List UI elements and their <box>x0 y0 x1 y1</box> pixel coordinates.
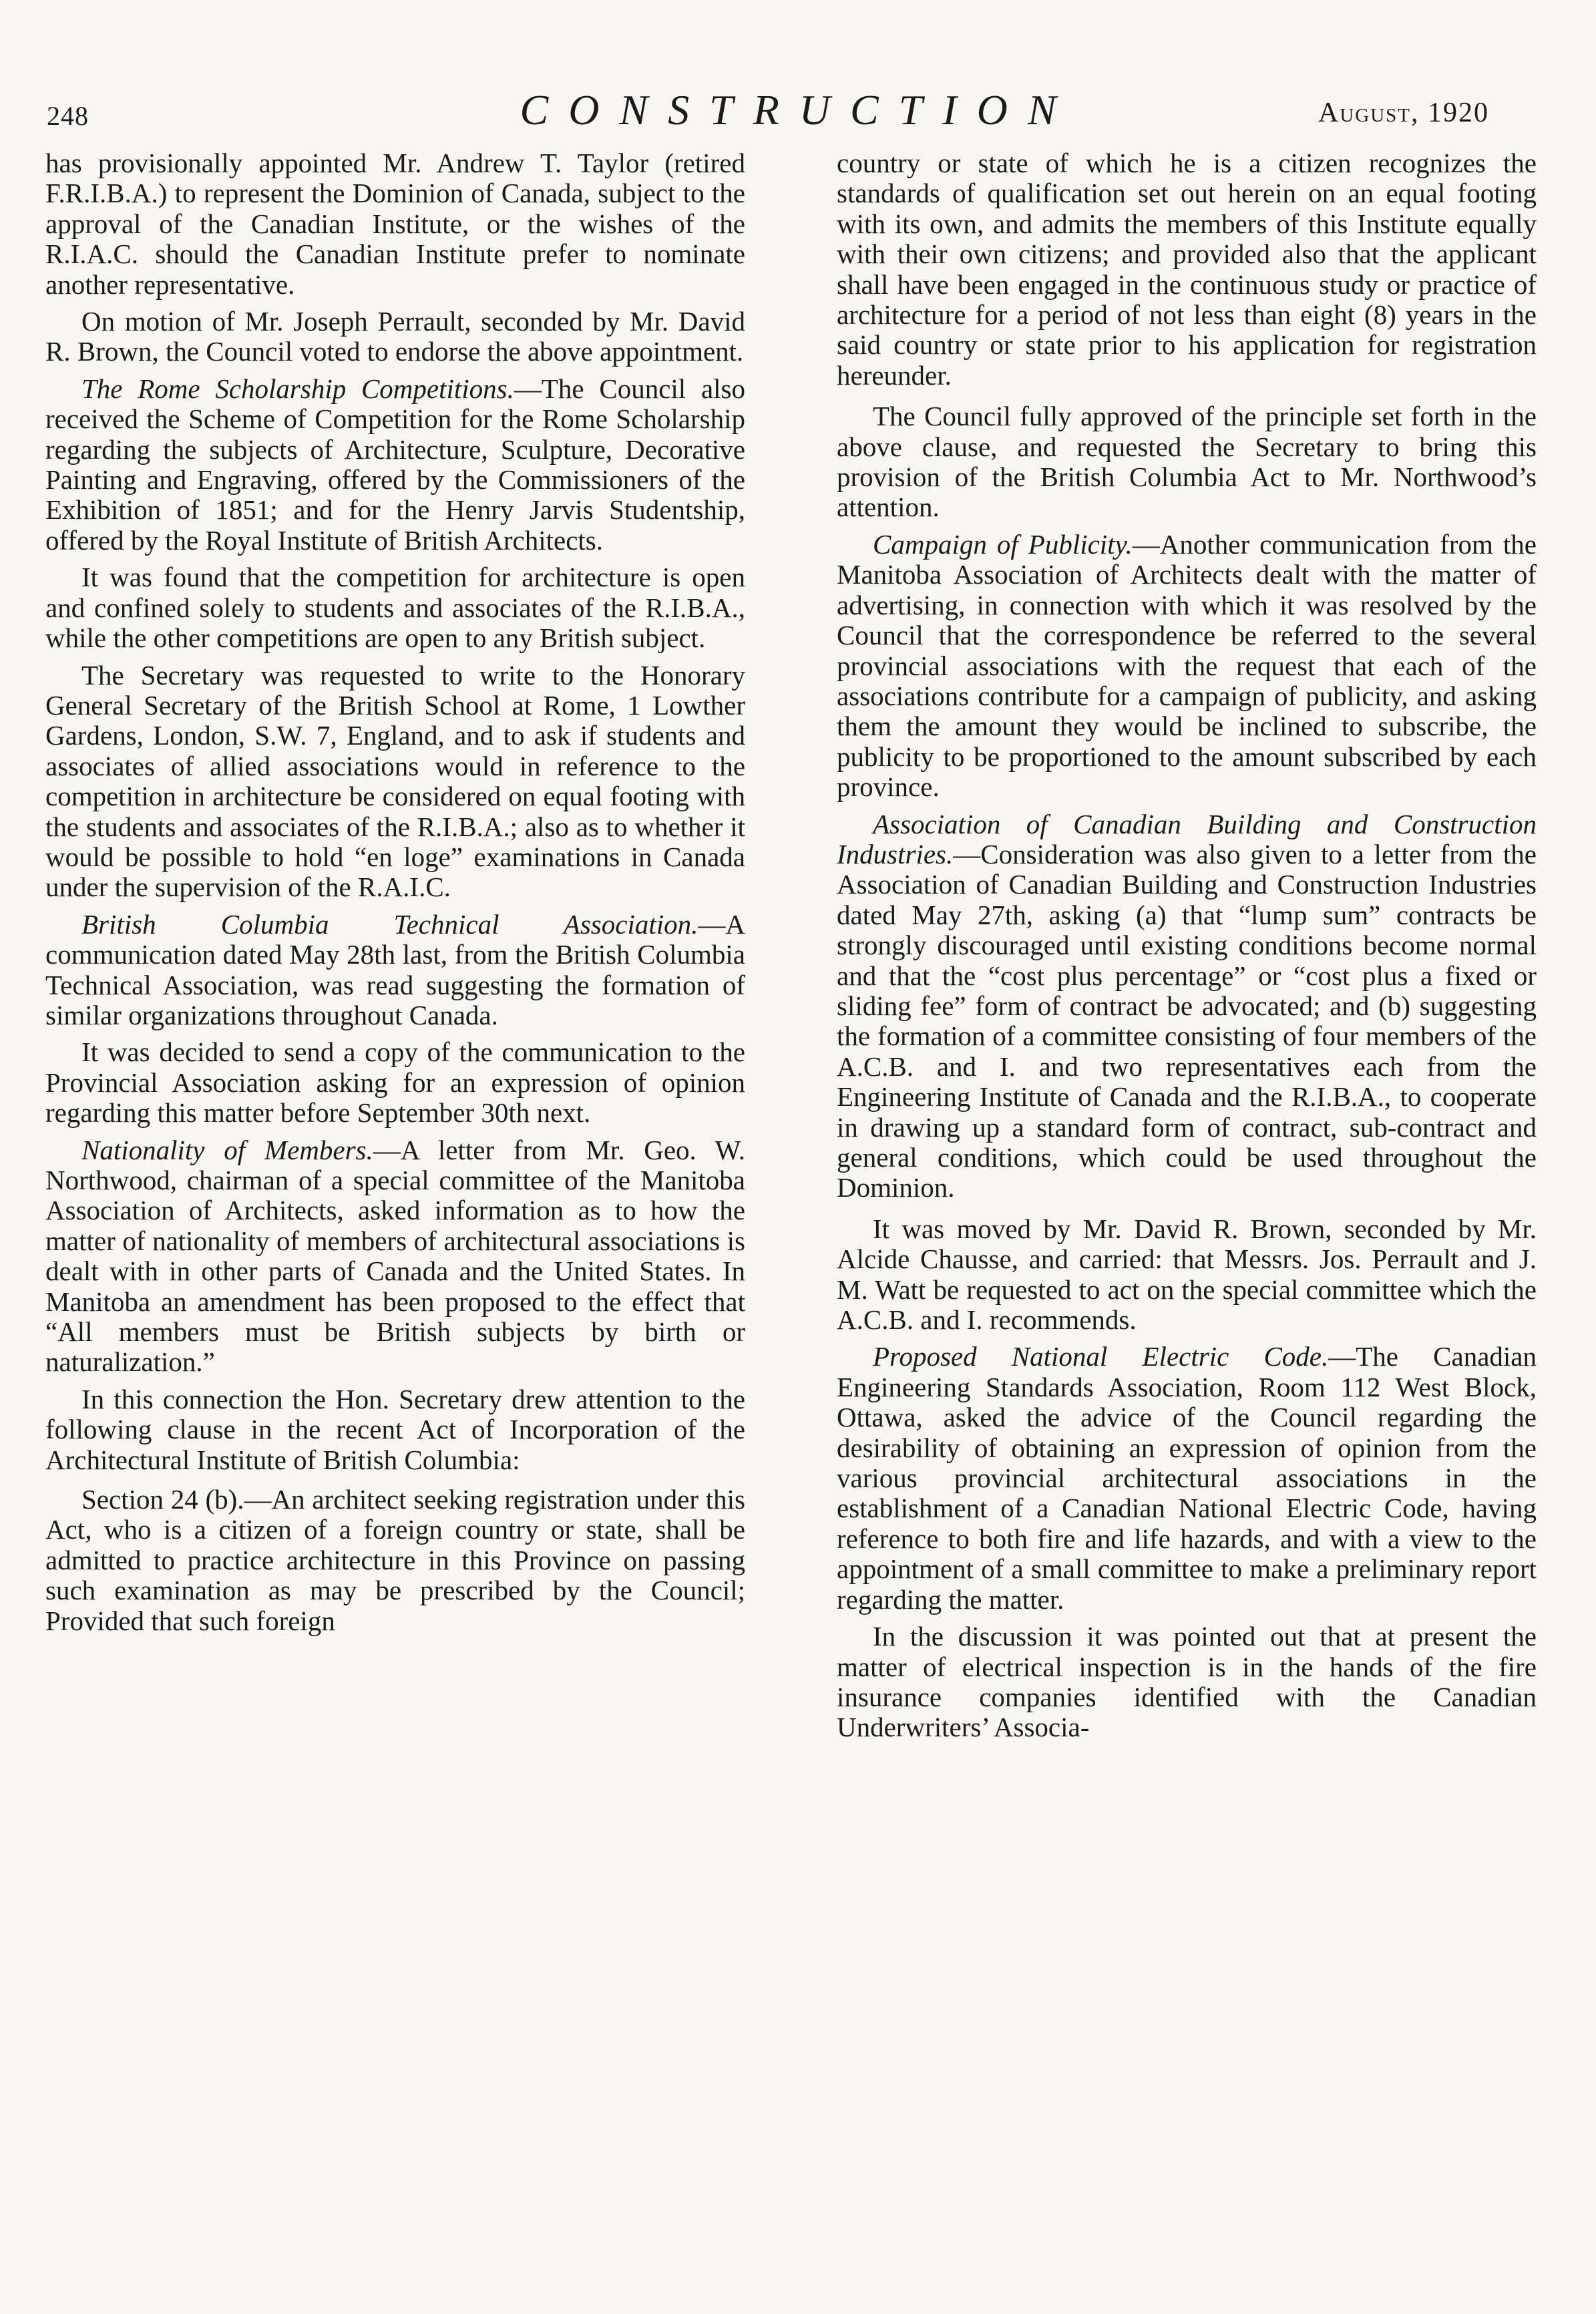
paragraph: On motion of Mr. Joseph Perrault, seconded by Mr. David R. Brown, the Council voted to endorse the above appointment. <box>45 306 745 367</box>
section-heading: British Columbia Technical Association. <box>81 908 699 940</box>
left-column <box>45 148 745 2285</box>
paragraph: Proposed National Electric Code.—The Canadian Engineering Standards Association, Room 112 West Block, Ottawa, asked the advice of the Council regarding the desirability of obtaining an expression of opinion from the various provincial architectural associations in the establishment of a Canadian National Electric Code, having reference to both fire and life hazards, and with a view to the appointment of a small committee to make a preliminary report regarding the matter. <box>837 1341 1537 1615</box>
quoted-clause: Section 24 (b).—An architect seeking registration under this Act, who is a citizen of a foreign country or state, shall be admitted to practice architecture in this Province on passing such examination as may be prescribed by the Council; Provided that such foreign <box>45 1484 745 1636</box>
paragraph: country or state of which he is a citizen recognizes the standards of qualification set out herein on an equal footing with its own, and admits the members of this Institute equally with their own citizens; and provided also that the applicant shall have been engaged in the continuous study or practice of architecture for a period of not less than eight (8) years in the said country or state prior to his application for registration hereunder. <box>837 148 1537 391</box>
page-number: 248 <box>47 101 89 131</box>
paragraph: It was moved by Mr. David R. Brown, seconded by Mr. Alcide Chausse, and carried: that Messrs. Jos. Perrault and J. M. Watt be requested to act on the special committee which the A.C.B. and I. recommends. <box>837 1213 1537 1336</box>
right-column <box>837 148 1537 2285</box>
paragraph: It was found that the competition for architecture is open and confined solely to students and associates of the R.I.B.A., while the other competitions are open to any British subject. <box>45 562 745 654</box>
paragraph: British Columbia Technical Association.—A communication dated May 28th last, from the British Columbia Technical Association, was read suggesting the formation of similar organizations throughout Canada. <box>45 908 745 1030</box>
paragraph: In this connection the Hon. Secretary drew attention to the following clause in the recent Act of Incorporation of the Architectural Institute of British Columbia: <box>45 1383 745 1475</box>
section-heading: Campaign of Publicity. <box>873 528 1133 560</box>
paragraph: The Secretary was requested to write to the Honorary General Secretary of the British School at Rome, 1 Lowther Gardens, London, S.W. 7, England, and to ask if students and associates of allied associations would in reference to the competition in architecture be considered on equal footing with the students and associates of the R.I.B.A.; also as to whether it would be possible to hold “en loge” examinations in Canada under the supervision of the R.A.I.C. <box>45 659 745 903</box>
issue-date: August, 1920 <box>1318 98 1489 128</box>
page-header <box>0 0 1596 147</box>
section-heading: Proposed National Electric Code. <box>873 1341 1329 1372</box>
paragraph: In the discussion it was pointed out that at present the matter of electrical inspection is in the hands of the fire insurance companies identified with the Canadian Underwriters’ Associa- <box>837 1621 1537 1743</box>
paragraph: Association of Canadian Building and Construction Industries.—Consideration was also given to a letter from the Association of Canadian Building and Construction Industries dated May 27th, asking (a) that “lump sum” contracts be strongly discouraged until existing conditions become normal and that the “cost plus percentage” or “cost plus a fixed or sliding fee” form of contract be advocated; and (b) suggesting the formation of a committee consisting of four members of the A.C.B. and I. and two representatives each from the Engineering Institute of Canada and the R.I.B.A., to cooperate in drawing up a standard form of contract, sub-contract and general conditions, which could be used throughout the Dominion. <box>837 808 1537 1203</box>
paragraph: Campaign of Publicity.—Another communication from the Manitoba Association of Architects dealt with the matter of advertising, in connection with which it was resolved by the Council that the correspondence be referred to the several provincial associations with the request that each of the associations contribute for a campaign of publicity, and asking them the amount they would be inclined to subscribe, the publicity to be proportioned to the amount subscribed by each province. <box>837 528 1537 803</box>
section-heading: The Rome Scholarship Competitions. <box>81 373 514 404</box>
section-heading: Association of Canadian Building and Construction Industries. <box>837 808 1537 870</box>
paragraph: The Council fully approved of the principle set forth in the above clause, and requested the Secretary to bring this provision of the British Columbia Act to Mr. Northwood’s attention. <box>837 401 1537 523</box>
paragraph: The Rome Scholarship Competitions.—The Council also received the Scheme of Competition for the Rome Scholarship regarding the subjects of Architecture, Sculpture, Decorative Painting and Engraving, offered by the Commissioners of the Exhibition of 1851; and for the Henry Jarvis Studentship, offered by the Royal Institute of British Architects. <box>45 373 745 556</box>
paragraph: has provisionally appointed Mr. Andrew T. Taylor (retired F.R.I.B.A.) to represent the Dominion of Canada, subject to the approval of the Canadian Institute, or the wishes of the R.I.A.C. should the Canadian Institute prefer to nominate another representative. <box>45 148 745 300</box>
paragraph: It was decided to send a copy of the communication to the Provincial Association asking for an expression of opinion regarding this matter before September 30th next. <box>45 1036 745 1129</box>
section-heading: Nationality of Members. <box>81 1134 373 1165</box>
journal-title: CONSTRUCTION <box>520 86 1076 134</box>
paragraph: Nationality of Members.—A letter from Mr. Geo. W. Northwood, chairman of a special committee of the Manitoba Association of Architects, asked information as to how the matter of nationality of members of architectural associations is dealt with in other parts of Canada and the United States. In Manitoba an amendment has been proposed to the effect that “All members must be British subjects by birth or naturalization.” <box>45 1134 745 1378</box>
